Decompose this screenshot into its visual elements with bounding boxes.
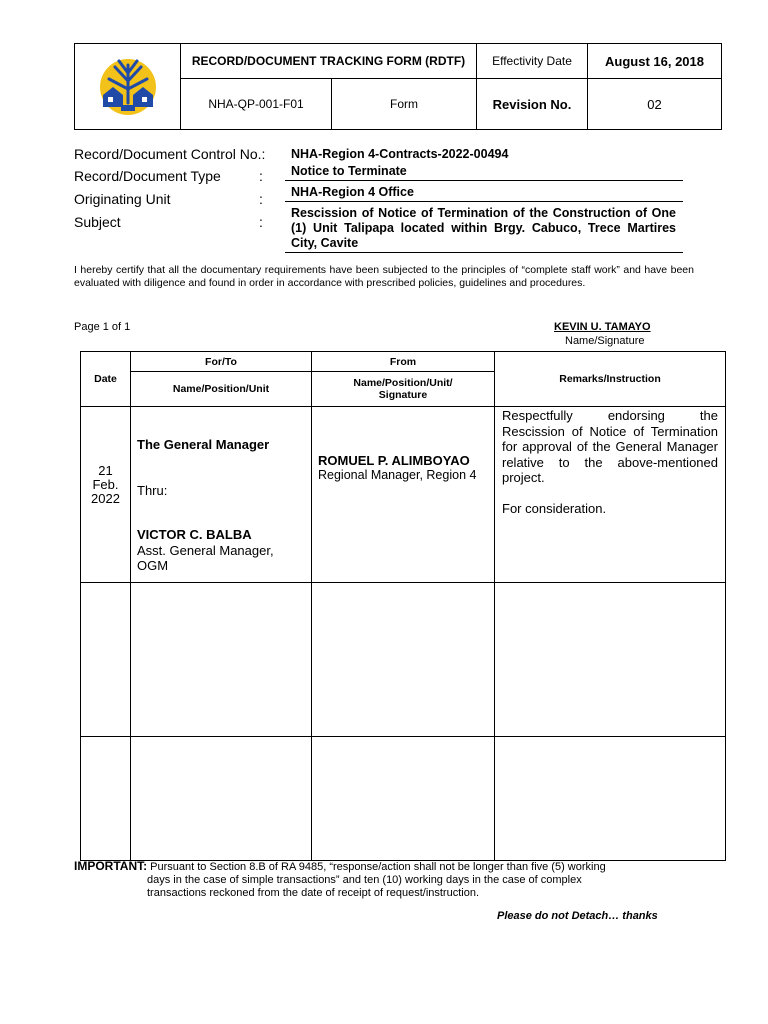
empty-cell: [495, 737, 726, 861]
certification-text: I hereby certify that all the documentary requirements have been subjected to the principles of “complete staff work” and have been evaluated with diligence and found in order in accordance with prescribed policies, guidelines and procedures.: [74, 264, 694, 289]
important-line-3: transactions reckoned from the date of receipt of request/instruction.: [147, 887, 480, 899]
logo-cell: [75, 44, 181, 130]
entry-for-to: [131, 407, 312, 583]
signatory-label: Name/Signature: [565, 335, 645, 347]
control-no-label: Record/Document Control No.:: [74, 146, 266, 162]
important-line-1: Pursuant to Section 8.B of RA 9485, “response/action shall not be longer than five (5) working: [150, 861, 606, 873]
for-to-header: For/To: [131, 352, 312, 372]
subject-rule: [285, 252, 683, 253]
revision-no: 02: [588, 79, 722, 130]
form-code: NHA-QP-001-F01: [181, 79, 332, 130]
form-label: Form: [332, 79, 477, 130]
originating-unit-rule: [285, 201, 683, 202]
signatory-name: KEVIN U. TAMAYO: [554, 321, 651, 333]
from-name: ROMUEL P. ALIMBOYAO: [318, 453, 470, 468]
header-table: [74, 43, 722, 130]
remarks-text: Respectfully endorsing the Rescission of Notice of Termination for approval of the General Manager relative to the above-mentioned project.: [502, 408, 718, 485]
table-row: [81, 407, 726, 583]
important-line-2: days in the case of simple transactions” and ten (10) working days in the case of complex: [147, 874, 582, 886]
effectivity-label: Effectivity Date: [477, 44, 588, 79]
important-label: IMPORTANT:: [74, 859, 148, 873]
empty-cell: [81, 737, 131, 861]
doc-type-label: Record/Document Type: [74, 168, 221, 184]
for-to-subheader: Name/Position/Unit: [131, 372, 312, 407]
effectivity-date: August 16, 2018: [588, 44, 722, 79]
from-subheader: Name/Position/Unit/ Signature: [312, 372, 495, 407]
entry-from: [312, 407, 495, 583]
originating-unit-value: NHA-Region 4 Office: [291, 185, 414, 199]
nha-logo-icon: [97, 51, 159, 119]
empty-cell: [495, 583, 726, 737]
empty-cell: [81, 583, 131, 737]
table-row: [81, 737, 726, 861]
empty-cell: [312, 737, 495, 861]
remarks-header: Remarks/Instruction: [495, 352, 726, 407]
to-name: The General Manager: [137, 437, 270, 452]
remarks-closing: For consideration.: [502, 500, 607, 516]
subject-colon: :: [259, 214, 263, 230]
from-position: Regional Manager, Region 4: [318, 468, 477, 482]
revision-label: Revision No.: [477, 79, 588, 130]
doc-type-colon: :: [259, 168, 263, 184]
empty-cell: [131, 737, 312, 861]
originating-unit-label: Originating Unit: [74, 191, 171, 207]
entry-date: 21 Feb. 2022: [81, 407, 131, 583]
important-note: [74, 860, 674, 900]
empty-cell: [131, 583, 312, 737]
table-row: [81, 583, 726, 737]
form-title: RECORD/DOCUMENT TRACKING FORM (RDTF): [181, 44, 477, 79]
empty-cell: [312, 583, 495, 737]
from-header: From: [312, 352, 495, 372]
date-header: Date: [81, 352, 131, 407]
thru-label: Thru:: [137, 482, 168, 498]
subject-label: Subject: [74, 214, 121, 230]
tracking-table: [80, 351, 726, 861]
page-info: Page 1 of 1: [74, 321, 131, 333]
thru-position: Asst. General Manager, OGM: [137, 542, 274, 573]
originating-unit-colon: :: [259, 191, 263, 207]
subject-value: Rescission of Notice of Termination of the Construction of One (1) Unit Talipapa located within Brgy. Cabuco, Trece Martires City, Cavite: [291, 206, 676, 250]
control-no-value: NHA-Region 4-Contracts-2022-00494: [291, 147, 509, 161]
thru-name: VICTOR C. BALBA: [137, 527, 252, 542]
entry-remarks: [495, 407, 726, 583]
doc-type-rule: [285, 180, 683, 181]
doc-type-value: Notice to Terminate: [291, 164, 407, 178]
footer-note: Please do not Detach… thanks: [497, 910, 658, 922]
